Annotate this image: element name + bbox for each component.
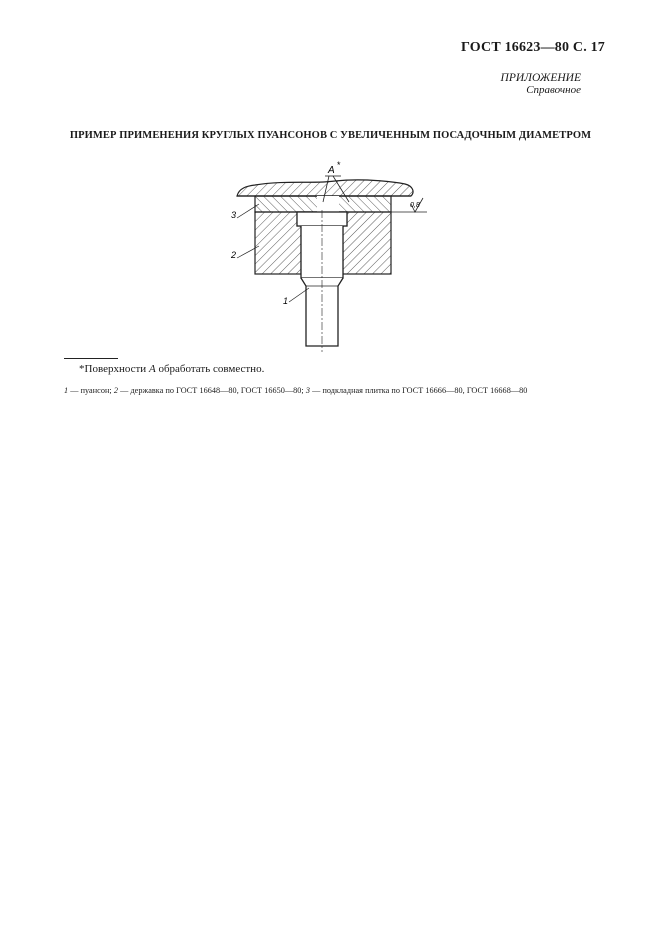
punch-assembly-drawing xyxy=(225,158,435,358)
footnote xyxy=(79,363,264,375)
surface-a-asterisk: * xyxy=(337,160,341,170)
legend xyxy=(64,386,527,395)
legend-t2: — державка по ГОСТ 16648—80, ГОСТ 16650—80; xyxy=(118,386,306,395)
legend-t3: — подкладная плитка по ГОСТ 16666—80, ГОСТ 16668—80 xyxy=(310,386,528,395)
legend-n3: 3 xyxy=(305,386,311,395)
legend-t1: — пуансон; xyxy=(68,386,114,395)
footnote-letter: A xyxy=(148,363,156,375)
standard-number: ГОСТ 16623—80 С. 17 xyxy=(461,40,605,55)
appendix-block xyxy=(501,72,581,96)
footnote-rule xyxy=(64,358,118,359)
roughness-value: 0,8 xyxy=(410,202,420,209)
appendix-kind: Справочное xyxy=(526,84,581,96)
technical-drawing xyxy=(225,158,435,358)
footnote-text-after: обработать совместно. xyxy=(155,363,265,375)
page-title: ПРИМЕР ПРИМЕНЕНИЯ КРУГЛЫХ ПУАНСОНОВ С УВЕЛИЧЕННЫМ ПОСАДОЧНЫМ ДИАМЕТРОМ xyxy=(69,130,592,141)
page-header xyxy=(461,40,605,56)
legend-n2: 2 xyxy=(113,386,119,395)
legend-n1: 1 xyxy=(64,386,69,395)
footnote-text-before: Поверхности xyxy=(84,363,149,375)
appendix-label: ПРИЛОЖЕНИЕ xyxy=(500,72,581,84)
footnote-mark: * xyxy=(79,363,85,375)
callout-2: 2 xyxy=(231,250,237,260)
callout-1: 1 xyxy=(283,296,289,306)
punch xyxy=(297,210,347,352)
callout-3: 3 xyxy=(231,210,237,220)
surface-a-label: A xyxy=(328,165,335,176)
